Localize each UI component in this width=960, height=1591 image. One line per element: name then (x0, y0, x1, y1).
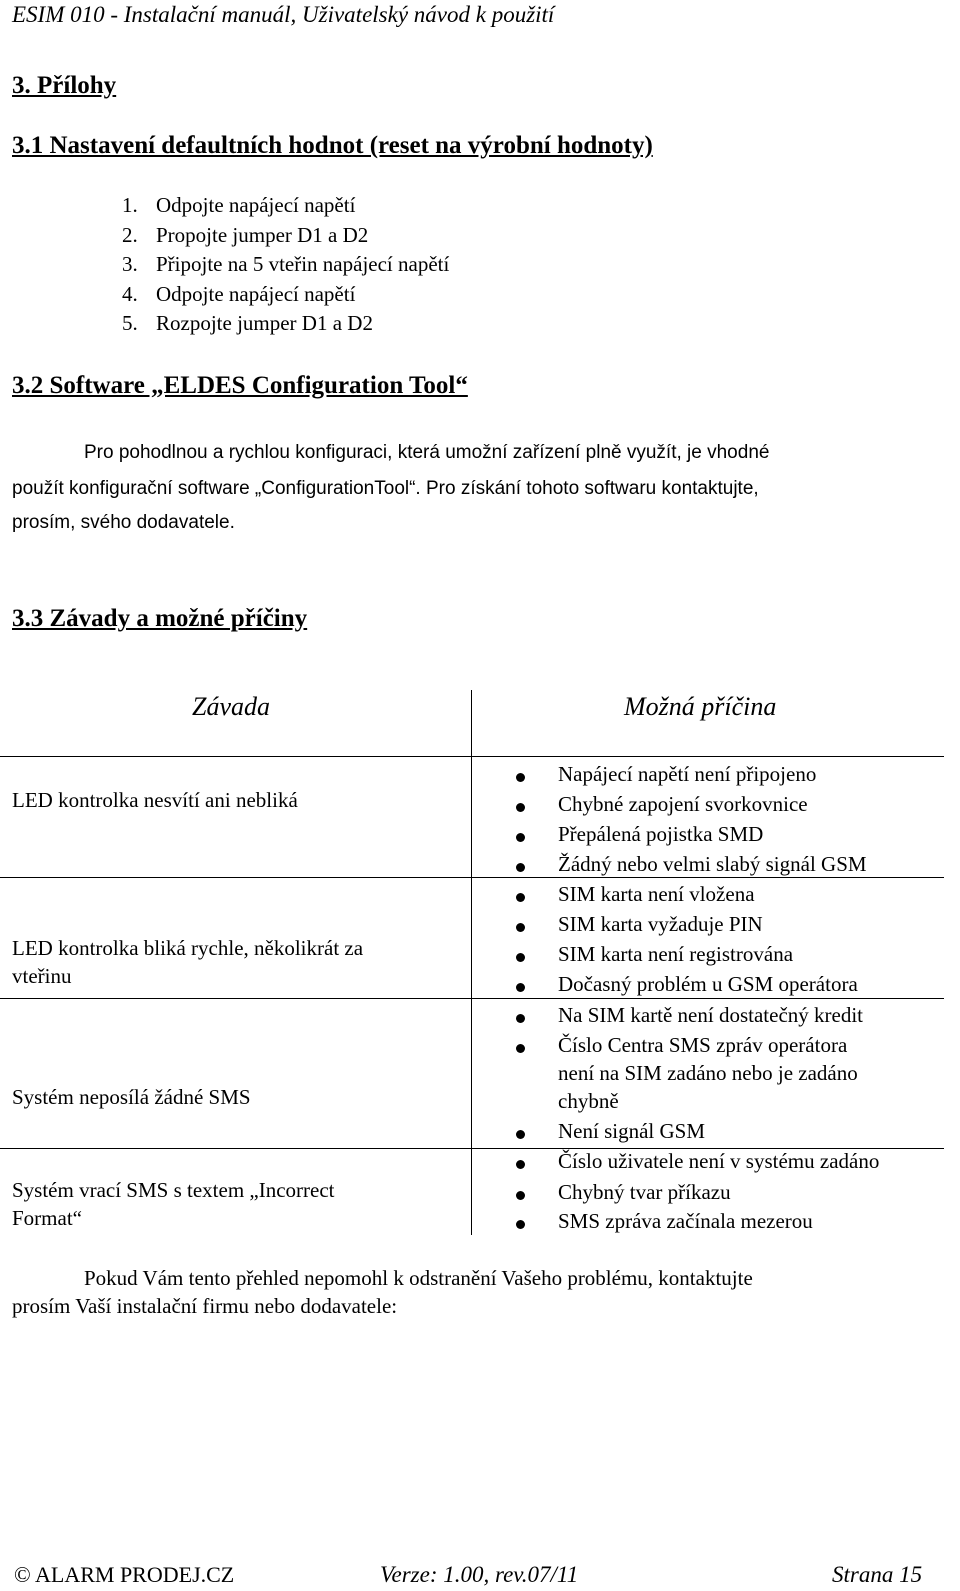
fault-cell: LED kontrolka bliká rychle, několikrát za (12, 936, 364, 960)
footer-company: © ALARM PRODEJ.CZ (14, 1562, 235, 1587)
table-row-divider (0, 877, 944, 878)
cause-item-continuation: chybně (558, 1089, 619, 1113)
bullet-icon (516, 1130, 525, 1139)
section-title-reset: 3.1 Nastavení defaultních hodnot (reset na výrobní hodnoty) (12, 132, 653, 159)
cause-item: Není signál GSM (558, 1119, 705, 1144)
bullet-icon (516, 923, 525, 932)
document-header: ESIM 010 - Instalační manuál, Uživatelský návod k použití (12, 2, 555, 27)
fault-cell: vteřinu (12, 964, 72, 988)
reset-step (122, 223, 368, 248)
footer-page-number: Strana 15 (832, 1562, 923, 1587)
fault-cell: Format“ (12, 1206, 82, 1230)
bullet-icon (516, 953, 525, 962)
bullet-icon (516, 1160, 525, 1169)
table-column-divider (471, 690, 472, 1235)
reset-step (122, 282, 355, 307)
software-paragraph-line: použít konfigurační software „ConfigurationTool“. Pro získání tohoto softwaru kontaktujte, (12, 478, 759, 499)
bullet-icon (516, 1220, 525, 1229)
step-text: Odpojte napájecí napětí (156, 193, 356, 217)
reset-step (122, 252, 449, 277)
cause-item: Číslo Centra SMS zpráv operátora (558, 1033, 847, 1058)
bullet-icon (516, 773, 525, 782)
cause-item: Napájecí napětí není připojeno (558, 762, 816, 787)
bullet-icon (516, 893, 525, 902)
bullet-icon (516, 1014, 525, 1023)
reset-step (122, 193, 355, 218)
cause-item: Žádný nebo velmi slabý signál GSM (558, 852, 867, 877)
bullet-icon (516, 1191, 525, 1200)
step-text: Připojte na 5 vteřin napájecí napětí (156, 252, 450, 276)
cause-item-continuation: není na SIM zadáno nebo je zadáno (558, 1061, 858, 1085)
step-number: 4. (122, 282, 138, 306)
section-title-attachments: 3. Přílohy (12, 72, 117, 99)
step-text: Propojte jumper D1 a D2 (156, 223, 369, 247)
fault-column-header: Závada (192, 692, 270, 721)
cause-item: Číslo uživatele není v systému zadáno (558, 1149, 879, 1174)
cause-item: Přepálená pojistka SMD (558, 822, 763, 847)
step-number: 2. (122, 223, 138, 247)
bullet-icon (516, 803, 525, 812)
cause-item: Na SIM kartě není dostatečný kredit (558, 1003, 863, 1028)
software-paragraph-line: Pro pohodlnou a rychlou konfiguraci, která umožní zařízení plně využít, je vhodné (84, 442, 770, 463)
section-title-software: 3.2 Software „ELDES Configuration Tool“ (12, 372, 468, 399)
table-row-divider (0, 998, 944, 999)
fault-cell: Systém neposílá žádné SMS (12, 1085, 251, 1109)
bullet-icon (516, 863, 525, 872)
note-line: prosím Vaší instalační firmu nebo dodavatele: (12, 1294, 398, 1318)
software-paragraph-line: prosím, svého dodavatele. (12, 512, 235, 533)
step-number: 1. (122, 193, 138, 217)
cause-item: SIM karta není registrována (558, 942, 793, 967)
bullet-icon (516, 983, 525, 992)
cause-column-header: Možná příčina (624, 692, 777, 721)
cause-item: SMS zpráva začínala mezerou (558, 1209, 813, 1234)
fault-cell: Systém vrací SMS s textem „Incorrect (12, 1178, 335, 1202)
step-number: 5. (122, 311, 138, 335)
cause-item: Chybný tvar příkazu (558, 1180, 731, 1205)
cause-item: SIM karta není vložena (558, 882, 755, 907)
section-title-faults: 3.3 Závady a možné příčiny (12, 605, 308, 632)
footer-version: Verze: 1.00, rev.07/11 (380, 1562, 579, 1587)
step-number: 3. (122, 252, 138, 276)
bullet-icon (516, 833, 525, 842)
cause-item: Chybné zapojení svorkovnice (558, 792, 808, 817)
cause-item: Dočasný problém u GSM operátora (558, 972, 858, 997)
bullet-icon (516, 1044, 525, 1053)
table-header-divider (0, 756, 944, 757)
reset-step (122, 311, 373, 336)
step-text: Rozpojte jumper D1 a D2 (156, 311, 373, 335)
fault-cell: LED kontrolka nesvítí ani nebliká (12, 788, 298, 812)
cause-item: SIM karta vyžaduje PIN (558, 912, 763, 937)
note-line: Pokud Vám tento přehled nepomohl k odstranění Vašeho problému, kontaktujte (84, 1266, 753, 1290)
step-text: Odpojte napájecí napětí (156, 282, 356, 306)
